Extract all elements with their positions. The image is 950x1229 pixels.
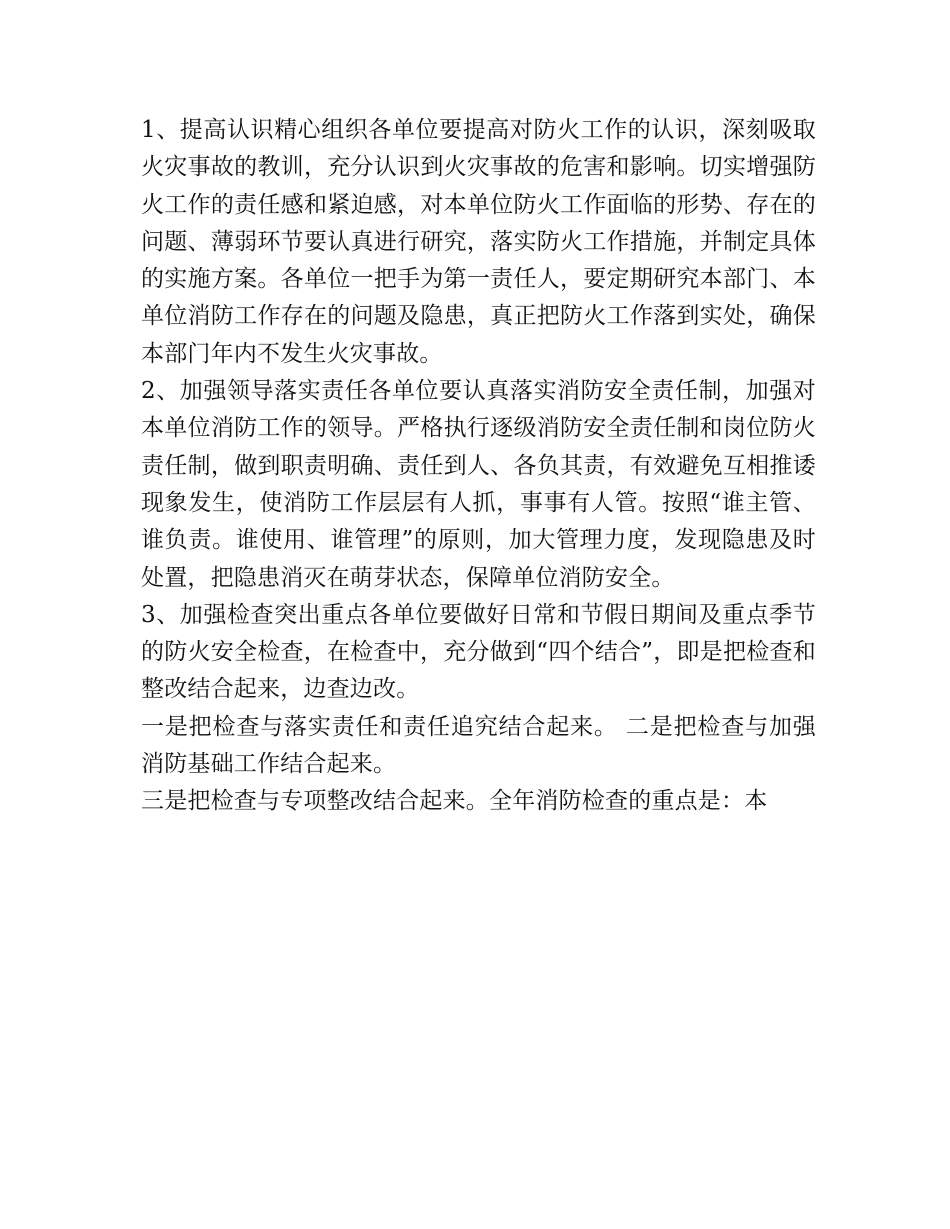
paragraph-2: 2、加强领导落实责任各单位要认真落实消防安全责任制，加强对本单位消防工作的领导。严格执行逐级消防安全责任制和岗位防火责任制，做到职责明确、责任到人、各负其责，有效避免互相推诿现象发生，使消防工作层层有人抓，事事有人管。按照“谁主管、谁负责。谁使用、谁管理”的原则，加大管理力度，发现隐患及时处置，把隐患消灭在萌芽状态，保障单位消防安全。 (141, 378, 816, 591)
paragraph-5: 三是把检查与专项整改结合起来。全年消防检查的重点是：本 (141, 788, 768, 815)
document-page (141, 112, 816, 821)
paragraph-3: 3、加强检查突出重点各单位要做好日常和节假日期间及重点季节的防火安全检查，在检查中，充分做到“四个结合”，即是把检查和整改结合起来，边查边改。 (141, 601, 816, 703)
paragraph-1: 1、提高认识精心组织各单位要提高对防火工作的认识，深刻吸取火灾事故的教训，充分认识到火灾事故的危害和影响。切实增强防火工作的责任感和紧迫感，对本单位防火工作面临的形势、存在的问题、薄弱环节要认真进行研究，落实防火工作措施，并制定具体的实施方案。各单位一把手为第一责任人，要定期研究本部门、本单位消防工作存在的问题及隐患，真正把防火工作落到实处，确保本部门年内不发生火灾事故。 (141, 117, 816, 367)
paragraph-4: 一是把检查与落实责任和责任追究结合起来。 二是把检查与加强消防基础工作结合起来。 (141, 713, 816, 778)
